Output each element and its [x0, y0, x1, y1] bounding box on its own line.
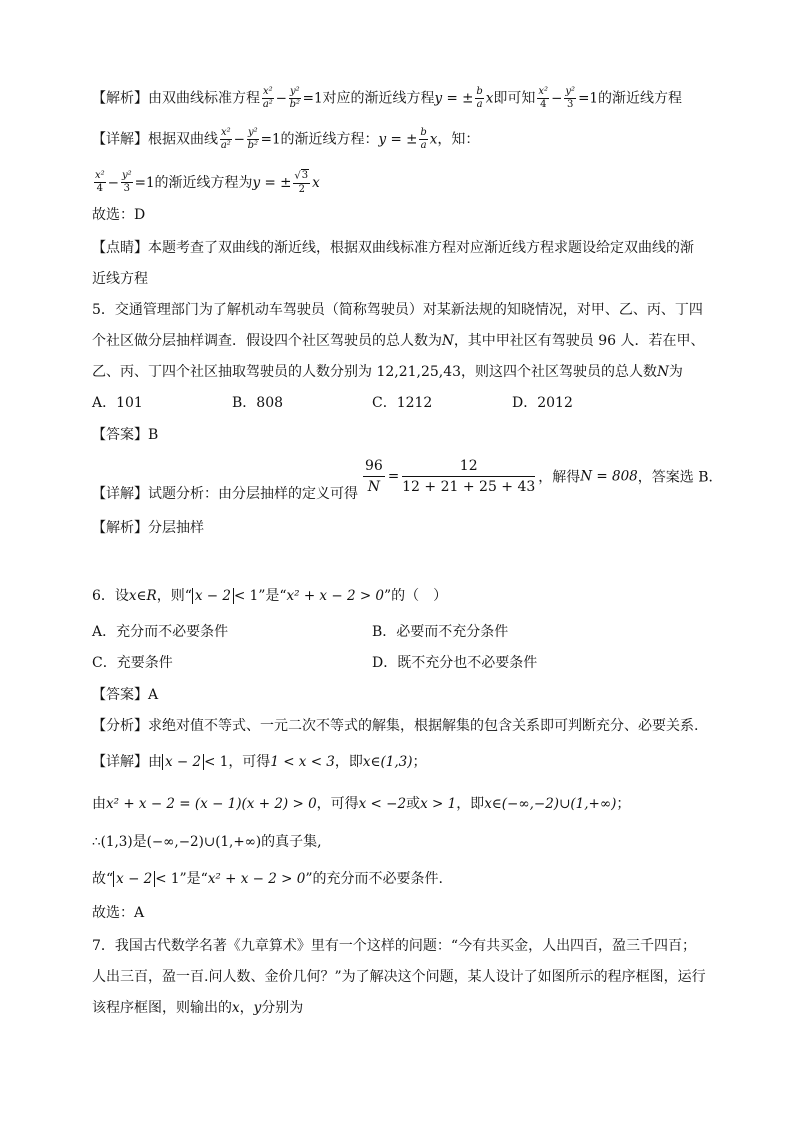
q4-analysis-line: 【解析】由双曲线标准方程 $\frac{\text{x²}}{\text{a²}}$ − $\frac{\text{y²}}{\text{b²}}$ =1对应的渐近线方程y = ± $\frac{b}{a}$ x即可知 $\frac{\text{x²}}{4}$ − $\frac{\text{y²}}{3}$ =1的渐近线方程 [92, 86, 682, 110]
q5-detail-text-2: ，解得 [538, 469, 581, 486]
fraction-y2-3: $\frac{\text{y²}}{3}$ [121, 170, 132, 195]
fraction-12-sum: $\frac{12}{12 + 21 + 25 + 43}$ [402, 458, 536, 495]
q6-stem-math-3: x² + x − 2 > 0 [286, 588, 385, 604]
q6-d2-m3: x > 1 [420, 796, 457, 812]
q6-option-c: C．充要条件 [92, 655, 173, 671]
q6-stem-b: ，则“ [156, 588, 192, 604]
q5-stem-text-3a: 乙、丙、丁四个社区抽取驾驶员的人数分别为 12,21,25,43，则这四个社区驾驶员的总人数 [92, 364, 658, 380]
q4-analysis-text-2: 对应的渐近线方程 [322, 90, 435, 107]
q6-d2-a: 由 [92, 796, 106, 812]
q4-analysis-text-3: 即可知 [493, 90, 536, 107]
analysis-tag: 【分析】 [92, 718, 148, 734]
q4-comment-line-2: 近线方程 [92, 271, 148, 287]
q4-choice: 故选：D [92, 207, 146, 223]
q5-var-n: N [442, 333, 454, 349]
q4-analysis-text-1: 由双曲线标准方程 [148, 90, 260, 107]
q7-line-3 [92, 998, 754, 1018]
q6-abs-expression: x − 2 [192, 588, 234, 604]
q6-d1-a: 由 [148, 754, 162, 770]
q5-option-a: A．101 [92, 395, 143, 411]
analysis-tag: 【解析】 [92, 520, 148, 536]
q5-equation: $\frac{96}{N}$ = $\frac{12}{12 + 21 + 25 + 43}$ ，解得N = 808，答案选 B． [365, 458, 723, 495]
q6-d4-m1b: < 1 [155, 871, 180, 887]
fraction-96-n: $\frac{96}{N}$ [365, 458, 383, 495]
fraction-x2-4: $\frac{\text{x²}}{4}$ [95, 170, 105, 195]
q6-d4-m2: x² + x − 2 > 0 [207, 871, 306, 887]
q4-comment-line-1 [92, 238, 754, 258]
fraction-y2-b2: $\frac{\text{y²}}{\text{b²}}$ [247, 127, 259, 151]
q6-d2-m4: x∈(−∞,−2)∪(1,+∞) [484, 796, 617, 812]
q6-d1-m2: 1 < x < 3 [270, 754, 335, 770]
q4-detail-math-2: y = ± [378, 131, 418, 148]
q5-stem-text-3b: 为 [668, 364, 683, 380]
fraction-sqrt3-2: $\frac{√3}{2}$ [294, 170, 309, 195]
q6-stem-a: 6．设 [92, 588, 129, 604]
comment-tag: 【点睛】 [92, 240, 148, 256]
q4-detail-line2-text: 的渐近线方程为 [154, 174, 253, 191]
q6-stem-d: ”的（ ） [384, 588, 448, 604]
q6-d2-m2: x < −2 [358, 796, 407, 812]
q4-analysis-text-4: 的渐近线方程 [597, 90, 682, 107]
q5-detail-math-3: N = 808 [580, 468, 638, 485]
q5-analysis: 分层抽样 [148, 520, 204, 536]
q6-stem-math-1: x∈R [128, 588, 157, 604]
analysis-tag: 【解析】 [92, 90, 148, 107]
q4-detail-line2-math: =1 [134, 174, 155, 191]
q5-option-d: D．2012 [512, 395, 573, 411]
q6-option-b: B．必要而不充分条件 [372, 624, 509, 640]
q6-d2-d: ，即 [456, 796, 485, 812]
q5-answer: B [148, 427, 159, 443]
q6-d4-b: ”是“ [179, 871, 208, 887]
q6-detail-line-2 [92, 794, 754, 814]
detail-tag: 【详解】 [92, 486, 148, 502]
q7-line-3a: 该程序框图，则输出的 [92, 1000, 232, 1016]
fraction-y2-b2: $\frac{\text{y²}}{\text{b²}}$ [289, 86, 301, 110]
detail-tag: 【详解】 [92, 131, 148, 148]
q5-stem-line-3 [92, 362, 754, 382]
q6-d4-abs: x − 2 [113, 871, 155, 887]
q6-option-a: A．充分而不必要条件 [92, 624, 229, 640]
q4-detail-line2-math-2: y = ± [252, 174, 292, 191]
q6-analysis-line [92, 716, 754, 736]
fraction-x2-4: $\frac{\text{x²}}{4}$ [538, 86, 549, 110]
q6-option-d: D．既不充分也不必要条件 [372, 655, 538, 671]
q4-detail-line-1: 【详解】根据双曲线 $\frac{\text{x²}}{\text{a²}}$ − $\frac{\text{y²}}{\text{b²}}$ =1的渐近线方程：y = ± $\frac{b}{a}$ x，知： [92, 127, 480, 151]
q5-var-n: N [657, 364, 669, 380]
q7-var-y: y [253, 1000, 262, 1016]
q5-stem-line-2 [92, 331, 754, 351]
fraction-x2-a2: $\frac{\text{x²}}{\text{a²}}$ [220, 127, 231, 151]
fraction-b-a: $\frac{b}{a}$ [420, 127, 427, 151]
q6-detail-line-3 [92, 832, 754, 852]
fraction-b-a: $\frac{b}{a}$ [476, 86, 483, 110]
q6-d2-e: ； [616, 796, 631, 812]
q6-d2-c: 或 [406, 796, 421, 812]
q7-var-x: x [232, 1000, 240, 1016]
q6-d3-m1: ∴(1,3) [92, 834, 133, 850]
q7-line-3c: 分别为 [261, 1000, 304, 1016]
fraction-y2-3: $\frac{\text{y²}}{3}$ [565, 86, 576, 110]
q4-comment-text-1: 本题考查了双曲线的渐近线，根据双曲线标准方程对应渐近线方程求题设给定双曲线的渐 [148, 240, 694, 256]
q6-d1-abs: x − 2 [162, 754, 204, 770]
q5-stem-text-2b: ，其中甲社区有驾驶员 96 人．若在甲、 [453, 333, 705, 349]
q4-analysis-math-1: =1 [302, 90, 323, 107]
q6-analysis: 求绝对值不等式、一元二次不等式的解集，根据解集的包含关系即可判断充分、必要关系. [148, 718, 699, 734]
q6-d1-m1b: < 1 [204, 754, 229, 770]
q5-option-c: C．1212 [372, 395, 433, 411]
q6-answer: A [148, 687, 159, 703]
q6-choice: 故选：A [92, 905, 145, 921]
q4-analysis-math-2: y = ± [434, 90, 474, 107]
q6-d3-b: 的真子集, [261, 834, 322, 850]
detail-tag: 【详解】 [92, 754, 148, 770]
q5-stem-line-1: 5．交通管理部门为了解机动车驾驶员（简称驾驶员）对某新法规的知晓情况，对甲、乙、丙、丁四 [92, 302, 703, 318]
q4-detail-text-1: 根据双曲线 [148, 131, 218, 148]
q5-detail-text-1: 试题分析：由分层抽样的定义可得 [148, 486, 358, 502]
q6-d4-a: 故“ [92, 871, 114, 887]
q6-stem-math-2b: < 1 [233, 588, 259, 604]
q6-d4-c: ”的充分而不必要条件. [305, 871, 443, 887]
q6-answer-line [92, 685, 754, 705]
answer-tag: 【答案】 [92, 687, 148, 703]
q7-line-3b: ， [239, 1000, 254, 1016]
q6-detail-line-4 [92, 869, 754, 889]
q6-d1-d: ； [412, 754, 427, 770]
q5-stem-text-2a: 个社区做分层抽样调查．假设四个社区驾驶员的总人数为 [92, 333, 442, 349]
q4-detail-text-2: 的渐近线方程： [280, 131, 379, 148]
q6-d2-m1: x² + x − 2 = (x − 1)(x + 2) > 0 [106, 796, 317, 812]
q6-d1-c: ，即 [334, 754, 363, 770]
q5-option-b: B．808 [232, 395, 284, 411]
q5-analysis-line [92, 518, 754, 538]
q6-d3-a: 是 [132, 834, 147, 850]
q6-d1-m3: x∈(1,3) [362, 754, 413, 770]
q6-d2-b: ，可得 [316, 796, 359, 812]
q7-line-1: 7．我国古代数学名著《九章算术》里有一个这样的问题：“今有共买金，人出四百，盈三千四百； [92, 938, 697, 954]
q6-detail-line-1 [92, 752, 754, 772]
q6-d1-b: ，可得 [228, 754, 271, 770]
q4-detail-text-3: ，知： [437, 131, 480, 148]
q4-detail-math-1: =1 [260, 131, 281, 148]
q4-analysis-math-3: =1 [578, 90, 598, 107]
q6-d3-m2: (−∞,−2)∪(1,+∞) [146, 834, 262, 850]
q5-answer-line [92, 425, 754, 445]
q4-detail-line-2: $\frac{\text{x²}}{4}$ − $\frac{\text{y²}}{3}$ =1的渐近线方程为y = ± $\frac{√3}{2}$ x [95, 170, 320, 195]
answer-tag: 【答案】 [92, 427, 148, 443]
q7-line-2: 人出三百，盈一百.问人数、金价几何？”为了解决这个问题，某人设计了如图所示的程序框图，运行 [92, 969, 706, 985]
q6-stem [92, 586, 754, 606]
fraction-x2-a2: $\frac{\text{x²}}{\text{a²}}$ [262, 86, 273, 110]
q5-detail-text-3: ，答案选 B． [637, 469, 723, 486]
q6-stem-c: ”是“ [258, 588, 287, 604]
